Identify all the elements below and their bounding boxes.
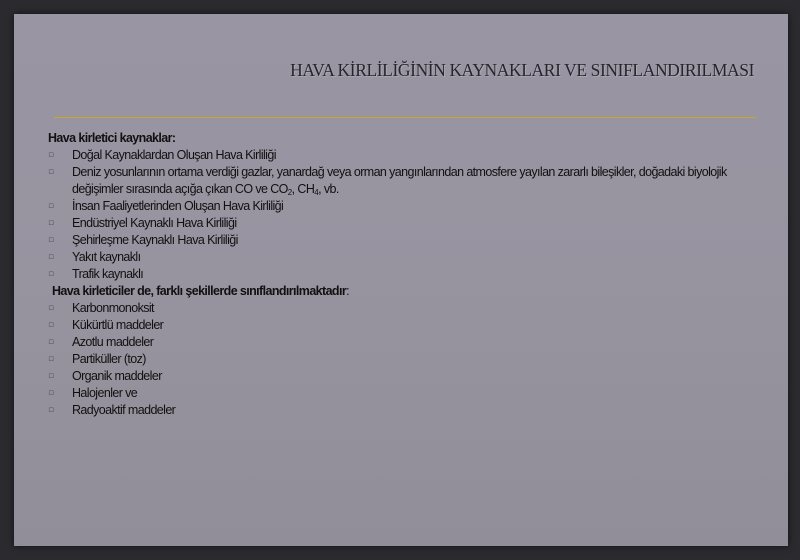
square-bullet-icon: ▫ xyxy=(48,371,54,381)
subscript: 2 xyxy=(287,188,292,197)
square-bullet-icon: ▫ xyxy=(48,235,54,245)
list-item-text: Azotlu maddeler xyxy=(72,335,154,349)
list-item-text: İnsan Faaliyetlerinden Oluşan Hava Kirliliği xyxy=(72,199,284,213)
list-item xyxy=(48,164,748,198)
list-item-text: Karbonmonoksit xyxy=(72,301,154,315)
list-item-text: Kükürtlü maddeler xyxy=(72,318,164,332)
square-bullet-icon: ▫ xyxy=(48,337,54,347)
sources-heading: Hava kirletici kaynaklar: xyxy=(48,131,176,145)
list-item xyxy=(48,215,748,232)
list-item-text: Doğal Kaynaklardan Oluşan Hava Kirliliği xyxy=(72,148,276,162)
list-item xyxy=(48,147,748,164)
square-bullet-icon: ▫ xyxy=(48,252,54,262)
subscript: 4 xyxy=(314,188,319,197)
square-bullet-icon: ▫ xyxy=(48,405,54,415)
list-item xyxy=(48,266,748,283)
list-item xyxy=(48,334,748,351)
list-item xyxy=(48,351,748,368)
list-item-text: Yakıt kaynaklı xyxy=(72,250,141,264)
list-item-text: Endüstriyel Kaynaklı Hava Kirliliği xyxy=(72,216,237,230)
list-item xyxy=(48,249,748,266)
classification-heading-colon: : xyxy=(346,284,349,298)
square-bullet-icon: ▫ xyxy=(48,201,54,211)
list-item-text: Organik maddeler xyxy=(72,369,162,383)
square-bullet-icon: ▫ xyxy=(48,388,54,398)
square-bullet-icon: ▫ xyxy=(48,218,54,228)
slide-body xyxy=(48,130,748,419)
list-item-text: , CH xyxy=(291,182,315,196)
list-item-text: Partiküller (toz) xyxy=(72,352,146,366)
list-item xyxy=(48,300,748,317)
title-divider xyxy=(54,117,756,118)
list-item xyxy=(48,198,748,215)
square-bullet-icon: ▫ xyxy=(48,167,54,177)
square-bullet-icon: ▫ xyxy=(48,354,54,364)
list-item-text: Trafik kaynaklı xyxy=(72,267,144,281)
square-bullet-icon: ▫ xyxy=(48,320,54,330)
slide-title: HAVA KİRLİLİĞİNİN KAYNAKLARI VE SINIFLANDIRILMASI xyxy=(290,60,754,80)
list-item-text: Radyoaktif maddeler xyxy=(72,403,176,417)
classification-heading-text: Hava kirleticiler de, farklı şekillerde sınıflandırılmaktadır xyxy=(52,284,347,298)
list-item xyxy=(48,317,748,334)
list-item xyxy=(48,368,748,385)
list-item-text: , vb. xyxy=(318,182,339,196)
square-bullet-icon: ▫ xyxy=(48,303,54,313)
list-item-text: Halojenler ve xyxy=(72,386,138,400)
list-item xyxy=(48,385,748,402)
square-bullet-icon: ▫ xyxy=(48,269,54,279)
square-bullet-icon: ▫ xyxy=(48,150,54,160)
list-item xyxy=(48,402,748,419)
list-item-text: Şehirleşme Kaynaklı Hava Kirliliği xyxy=(72,233,238,247)
list-item xyxy=(48,232,748,249)
classification-heading xyxy=(48,283,748,300)
list-item-text: Deniz yosunlarının ortama verdiği gazlar, yanardağ veya orman yangınlarından atmosfere yayılan zararlı bileşikler, doğadaki biyolojik değişimler sırasında açığa çıkan CO ve CO xyxy=(72,165,727,196)
